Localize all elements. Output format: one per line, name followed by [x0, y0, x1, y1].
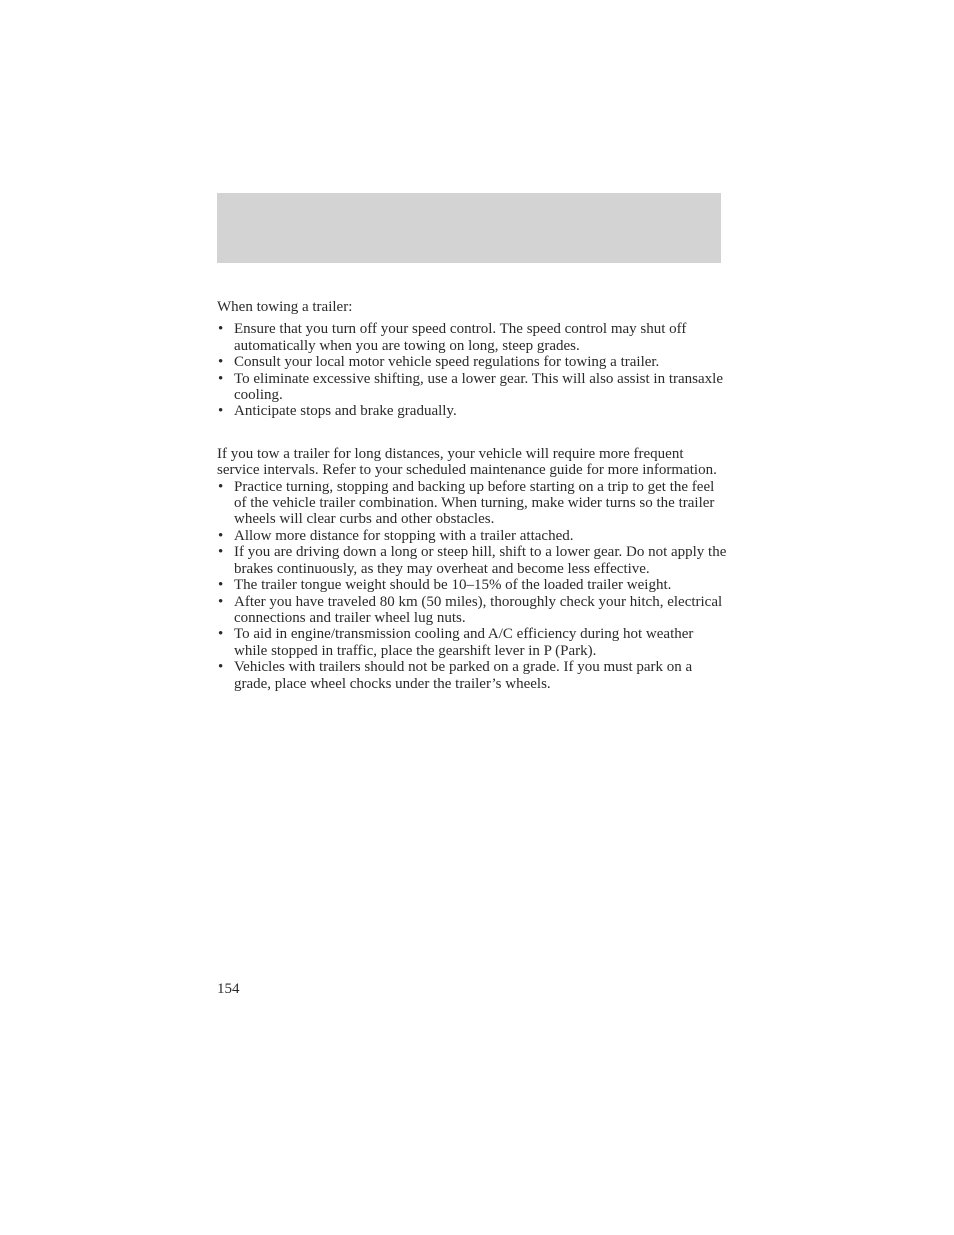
- bullet-icon: •: [218, 577, 224, 594]
- list-item: [217, 626, 727, 659]
- page-number: 154: [217, 981, 240, 997]
- section-header-band: [217, 193, 721, 263]
- service-interval-paragraph: If you tow a trailer for long distances, your vehicle will require more frequent service intervals. Refer to your scheduled maintenance guide for more information.: [217, 445, 717, 479]
- bullet-icon: •: [218, 593, 224, 610]
- list-item-text: Ensure that you turn off your speed control. The speed control may shut off automatically when you are towing on long, steep grades.: [234, 321, 687, 354]
- list-item-text: After you have traveled 80 km (50 miles), thoroughly check your hitch, electrical connections and trailer wheel lug nuts.: [234, 593, 723, 626]
- list-item: [217, 594, 727, 627]
- list-item: [217, 544, 727, 577]
- list-item-text: To eliminate excessive shifting, use a lower gear. This will also assist in transaxle cooling.: [234, 370, 723, 404]
- bullet-icon: •: [218, 370, 224, 387]
- list-item: [217, 577, 727, 593]
- list-item-text: Allow more distance for stopping with a trailer attached.: [234, 527, 574, 544]
- bullet-icon: •: [218, 354, 224, 371]
- list-item-text: To aid in engine/transmission cooling and A/C efficiency during hot weather while stopped in traffic, place the gearshift lever in P (Park).: [234, 626, 694, 659]
- list-item: [217, 371, 727, 404]
- towing-tips-list: [217, 321, 727, 419]
- driving-tips-list: [217, 479, 727, 692]
- list-item: [217, 354, 727, 370]
- list-item: [217, 321, 727, 354]
- list-item-text: Practice turning, stopping and backing up before starting on a trip to get the feel of the vehicle trailer combination. When turning, make wider turns so the trailer wheels will clear curbs and other obstacles.: [234, 478, 715, 528]
- bullet-icon: •: [218, 403, 224, 420]
- intro-text: When towing a trailer:: [217, 299, 353, 315]
- bullet-icon: •: [218, 478, 224, 495]
- list-item: [217, 659, 727, 692]
- list-item-text: Consult your local motor vehicle speed regulations for towing a trailer.: [234, 354, 660, 371]
- list-item: [217, 479, 727, 528]
- list-item-text: Anticipate stops and brake gradually.: [234, 403, 457, 420]
- bullet-icon: •: [218, 527, 224, 544]
- list-item: [217, 528, 727, 544]
- bullet-icon: •: [218, 626, 224, 643]
- list-item-text: The trailer tongue weight should be 10–15% of the loaded trailer weight.: [234, 577, 672, 594]
- bullet-icon: •: [218, 659, 224, 676]
- list-item: [217, 403, 727, 419]
- bullet-icon: •: [218, 544, 224, 561]
- list-item-text: Vehicles with trailers should not be parked on a grade. If you must park on a grade, place wheel chocks under the trailer’s wheels.: [234, 659, 693, 692]
- list-item-text: If you are driving down a long or steep hill, shift to a lower gear. Do not apply the brakes continuously, as they may overheat and become less effective.: [234, 544, 727, 577]
- page-content: [217, 299, 727, 692]
- bullet-icon: •: [218, 321, 224, 338]
